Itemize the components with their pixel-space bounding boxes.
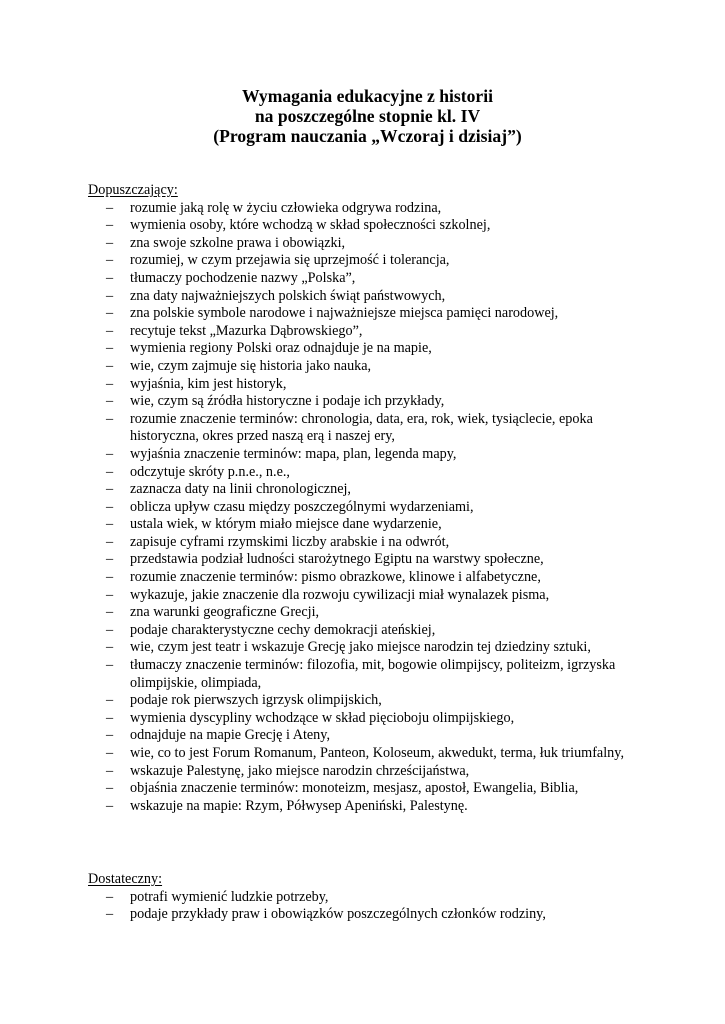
list-item	[88, 534, 648, 552]
list-item-text: wie, czym są źródła historyczne i podaje ich przykłady,	[130, 393, 445, 410]
requirements-list	[88, 200, 648, 816]
list-item-text: rozumiej, w czym przejawia się uprzejmość i tolerancja,	[130, 252, 450, 269]
bullet-dash: –	[106, 780, 114, 797]
bullet-dash: –	[106, 498, 114, 515]
list-item-text: wyjaśnia znaczenie terminów: mapa, plan, legenda mapy,	[130, 445, 457, 462]
bullet-dash: –	[106, 639, 114, 656]
bullet-dash: –	[106, 709, 114, 726]
list-item-text: wskazuje na mapie: Rzym, Półwysep Apeniński, Palestynę.	[130, 797, 468, 814]
list-item-text: tłumaczy znaczenie terminów: filozofia, mit, bogowie olimpijscy, politeizm, igrzyska olimpijskie, olimpiada,	[130, 657, 616, 691]
list-item-text: oblicza upływ czasu między poszczególnymi wydarzeniami,	[130, 498, 474, 515]
list-item-text: zna polskie symbole narodowe i najważniejsze miejsca pamięci narodowej,	[130, 305, 559, 322]
bullet-dash: –	[106, 621, 114, 638]
requirements-list	[88, 889, 648, 924]
list-item	[88, 657, 648, 692]
list-item-text: zna daty najważniejszych polskich świąt państwowych,	[130, 287, 446, 304]
bullet-dash: –	[106, 322, 114, 339]
title-line: (Program nauczania „Wczoraj i dzisiaj”)	[213, 126, 522, 146]
bullet-dash: –	[106, 762, 114, 779]
list-item	[88, 252, 648, 270]
bullet-dash: –	[106, 481, 114, 498]
bullet-dash: –	[106, 410, 114, 427]
list-item-text: odnajduje na mapie Grecję i Ateny,	[130, 727, 330, 744]
title-line: Wymagania edukacyjne z historii	[241, 86, 494, 106]
bullet-dash: –	[106, 888, 114, 905]
bullet-dash: –	[106, 586, 114, 603]
bullet-dash: –	[106, 657, 114, 674]
list-item	[88, 270, 648, 288]
list-item	[88, 692, 648, 710]
list-item-text: wykazuje, jakie znaczenie dla rozwoju cywilizacji miał wynalazek pisma,	[130, 586, 550, 603]
list-item	[88, 235, 648, 253]
bullet-dash: –	[106, 533, 114, 550]
list-item	[88, 763, 648, 781]
list-item-text: wie, czym zajmuje się historia jako nauka,	[130, 357, 372, 374]
list-item-text: ustala wiek, w którym miało miejsce dane wydarzenie,	[130, 516, 442, 533]
bullet-dash: –	[106, 516, 114, 533]
list-item	[88, 569, 648, 587]
list-item	[88, 217, 648, 235]
list-item-text: potrafi wymienić ludzkie potrzeby,	[130, 888, 329, 905]
list-item-text: wymienia regiony Polski oraz odnajduje je na mapie,	[130, 340, 432, 357]
list-item	[88, 200, 648, 218]
list-item-text: rozumie jaką rolę w życiu człowieka odgrywa rodzina,	[130, 199, 442, 216]
bullet-dash: –	[106, 357, 114, 374]
list-item	[88, 516, 648, 534]
bullet-dash: –	[106, 569, 114, 586]
list-item-text: wyjaśnia, kim jest historyk,	[130, 375, 287, 392]
list-item	[88, 481, 648, 499]
bullet-dash: –	[106, 305, 114, 322]
list-item	[88, 745, 648, 763]
list-item	[88, 288, 648, 306]
bullet-dash: –	[106, 445, 114, 462]
bullet-dash: –	[106, 375, 114, 392]
list-item-text: tłumaczy pochodzenie nazwy „Polska”,	[130, 269, 356, 286]
list-item	[88, 622, 648, 640]
bullet-dash: –	[106, 463, 114, 480]
list-item	[88, 798, 648, 816]
list-item	[88, 446, 648, 464]
list-item-text: zaznacza daty na linii chronologicznej,	[130, 481, 351, 498]
list-item	[88, 727, 648, 745]
list-item	[88, 323, 648, 341]
list-item	[88, 906, 648, 924]
bullet-dash: –	[106, 551, 114, 568]
bullet-dash: –	[106, 745, 114, 761]
list-item-text: recytuje tekst „Mazurka Dąbrowskiego”,	[130, 322, 363, 339]
list-item	[88, 464, 648, 482]
bullet-dash: –	[106, 797, 114, 814]
list-item-text: zapisuje cyframi rzymskimi liczby arabskie i na odwrót,	[130, 533, 450, 550]
bullet-dash: –	[106, 692, 114, 709]
bullet-dash: –	[106, 217, 114, 234]
list-item	[88, 889, 648, 907]
list-item-text: przedstawia podział ludności starożytnego Egiptu na warstwy społeczne,	[130, 551, 544, 568]
list-item-text: objaśnia znaczenie terminów: monoteizm, mesjasz, apostoł, Ewangelia, Biblia,	[130, 780, 579, 797]
bullet-dash: –	[106, 727, 114, 744]
bullet-dash: –	[106, 340, 114, 357]
list-item-text: podaje przykłady praw i obowiązków poszczególnych członków rodziny,	[130, 906, 546, 923]
list-item	[88, 393, 648, 411]
list-item-text: wskazuje Palestynę, jako miejsce narodzin chrześcijaństwa,	[130, 762, 470, 779]
list-item	[88, 358, 648, 376]
list-item-text: zna warunki geograficzne Grecji,	[130, 604, 320, 621]
list-item-text: wymienia osoby, które wchodzą w skład społeczności szkolnej,	[130, 217, 491, 234]
bullet-dash: –	[106, 287, 114, 304]
list-item	[88, 551, 648, 569]
list-item-text: wie, czym jest teatr i wskazuje Grecję jako miejsce narodzin tej dziedziny sztuki,	[130, 639, 591, 656]
bullet-dash: –	[106, 234, 114, 251]
list-item-text: podaje rok pierwszych igrzysk olimpijskich,	[130, 692, 382, 709]
list-item	[88, 587, 648, 605]
list-item	[88, 710, 648, 728]
list-item	[88, 639, 648, 657]
list-item	[88, 604, 648, 622]
list-item-text: podaje charakterystyczne cechy demokracji ateńskiej,	[130, 621, 436, 638]
list-item-text: odczytuje skróty p.n.e., n.e.,	[130, 463, 290, 480]
list-item-text: wymienia dyscypliny wchodzące w skład pięcioboju olimpijskiego,	[130, 709, 515, 726]
list-item	[88, 305, 648, 323]
list-item-text: wie, co to jest Forum Romanum, Panteon, Koloseum, akwedukt, terma, łuk triumfalny,	[130, 745, 624, 761]
bullet-dash: –	[106, 604, 114, 621]
document-title	[0, 86, 725, 146]
section-heading: Dostateczny:	[88, 871, 163, 887]
list-item-text: rozumie znaczenie terminów: pismo obrazkowe, klinowe i alfabetyczne,	[130, 569, 541, 586]
title-line: na poszczególne stopnie kl. IV	[254, 106, 481, 126]
list-item	[88, 340, 648, 358]
list-item	[88, 376, 648, 394]
list-item	[88, 411, 648, 446]
section-dopuszczajacy	[88, 182, 648, 815]
section-dostateczny	[88, 871, 648, 924]
list-item	[88, 499, 648, 517]
list-item-text: rozumie znaczenie terminów: chronologia, data, era, rok, wiek, tysiąclecie, epoka historyczna, okres przed naszą erą i naszej ery,	[130, 410, 593, 445]
bullet-dash: –	[106, 393, 114, 410]
bullet-dash: –	[106, 252, 114, 269]
bullet-dash: –	[106, 906, 114, 923]
bullet-dash: –	[106, 199, 114, 216]
list-item	[88, 780, 648, 798]
list-item-text: zna swoje szkolne prawa i obowiązki,	[130, 234, 346, 251]
bullet-dash: –	[106, 269, 114, 286]
section-heading: Dopuszczający:	[88, 182, 178, 198]
